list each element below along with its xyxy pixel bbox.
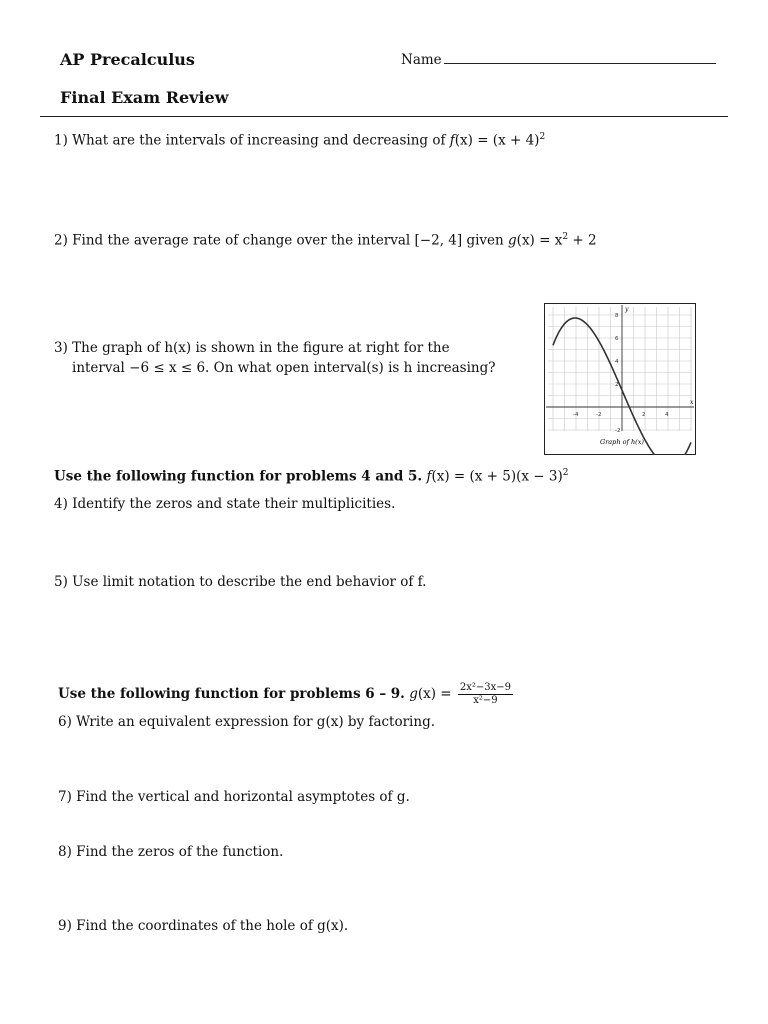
question-5: 5) Use limit notation to describe the end behavior of f. bbox=[54, 574, 427, 590]
fraction-denominator: x²−9 bbox=[473, 695, 498, 706]
question-8: 8) Find the zeros of the function. bbox=[58, 844, 284, 860]
question-2-exponent: 2 bbox=[562, 232, 569, 242]
instruction-6-9-function: g bbox=[409, 686, 418, 702]
question-2-text: 2) Find the average rate of change over the interval [−2, 4] given bbox=[54, 232, 504, 249]
x-axis-label: x bbox=[690, 399, 694, 406]
x-tick-label: -2 bbox=[596, 412, 602, 418]
question-1-function: f bbox=[449, 132, 455, 149]
question-2-tail: + 2 bbox=[568, 232, 597, 249]
instruction-4-5 bbox=[54, 468, 568, 485]
question-2-function: g bbox=[508, 232, 517, 249]
question-1-expression: (x) = (x + 4) bbox=[454, 132, 540, 149]
rational-function-fraction bbox=[458, 682, 513, 707]
page-subtitle: Final Exam Review bbox=[60, 88, 229, 107]
x-tick-label: -4 bbox=[573, 412, 579, 418]
question-4: 4) Identify the zeros and state their multiplicities. bbox=[54, 496, 396, 512]
name-label: Name bbox=[401, 52, 442, 68]
name-blank-line bbox=[444, 53, 716, 64]
fraction-numerator: 2x²−3x−9 bbox=[459, 682, 512, 693]
x-tick-label: 4 bbox=[665, 412, 669, 418]
y-tick-label: 2 bbox=[615, 382, 619, 388]
instruction-4-5-text: Use the following function for problems 4 and 5. bbox=[54, 468, 423, 485]
x-tick-label: 2 bbox=[642, 412, 646, 418]
course-title: AP Precalculus bbox=[60, 50, 195, 69]
question-1-text: 1) What are the intervals of increasing and decreasing of bbox=[54, 132, 446, 149]
question-3-line-1: 3) The graph of h(x) is shown in the figure at right for the bbox=[54, 340, 450, 356]
instruction-4-5-expression: (x) = (x + 5)(x − 3) bbox=[431, 468, 563, 485]
instruction-4-5-function: f bbox=[426, 468, 432, 485]
question-3-line-2: interval −6 ≤ x ≤ 6. On what open interval(s) is h increasing? bbox=[72, 360, 496, 376]
question-2 bbox=[54, 232, 597, 249]
instruction-4-5-exponent: 2 bbox=[562, 468, 569, 478]
y-axis-label: y bbox=[625, 306, 629, 313]
name-field bbox=[401, 52, 716, 68]
question-1 bbox=[54, 132, 545, 149]
graph-caption: Graph of h(x) bbox=[600, 438, 644, 446]
question-1-exponent: 2 bbox=[539, 132, 546, 142]
y-tick-label: 6 bbox=[615, 336, 619, 342]
instruction-6-9 bbox=[58, 682, 513, 707]
question-2-expression: (x) = x bbox=[516, 232, 563, 249]
question-7: 7) Find the vertical and horizontal asymptotes of g. bbox=[58, 789, 410, 805]
y-tick-label: 8 bbox=[615, 313, 619, 319]
question-6: 6) Write an equivalent expression for g(x) by factoring. bbox=[58, 714, 436, 730]
y-tick-label: 4 bbox=[615, 359, 619, 365]
instruction-6-9-text: Use the following function for problems 6 – 9. bbox=[58, 686, 405, 702]
header-divider bbox=[40, 116, 728, 117]
y-tick-label: -2 bbox=[615, 428, 621, 434]
graph-of-h bbox=[544, 303, 696, 455]
instruction-6-9-lhs: (x) = bbox=[417, 686, 452, 702]
question-9: 9) Find the coordinates of the hole of g(x). bbox=[58, 918, 349, 934]
